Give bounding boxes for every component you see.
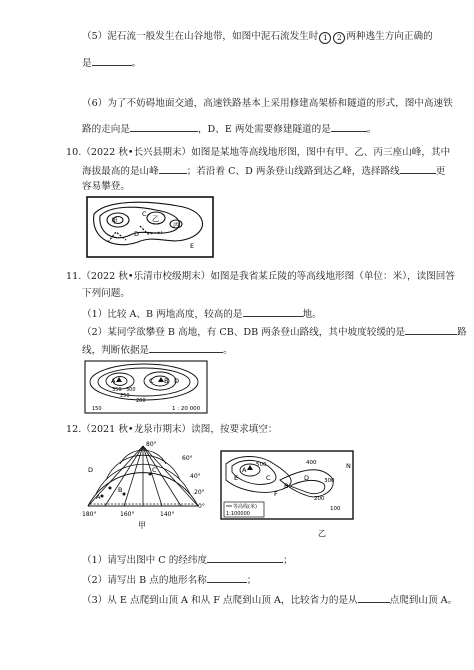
q12-sub1-end: ；: [283, 555, 293, 566]
q11-sub2-line2: [82, 342, 233, 357]
lat-20: 20°: [194, 489, 205, 496]
circle-1: 1: [319, 32, 331, 44]
map-scale: 1 : 20 000: [172, 406, 201, 412]
q10-text-b: ；若沿着 C、D 两条登山线路到达乙峰，选择路线: [186, 166, 400, 177]
q10-blank-2[interactable]: [400, 163, 436, 174]
map-label-bing: 丙: [173, 221, 180, 229]
q10-line1: 10.（2022 秋•长兴县期末）如图是某地等高线地形图，图中有甲、乙、丙三座山峰，其中: [66, 147, 451, 158]
q6-blank-2[interactable]: [331, 121, 367, 132]
map-label-a: A: [111, 377, 116, 385]
map-label-d: D: [174, 377, 180, 385]
q11-sub2-text-d: 。: [223, 345, 233, 356]
q11-sub2: [82, 324, 467, 339]
map-yi-caption: 乙: [318, 529, 326, 538]
point-c: C: [152, 466, 157, 474]
q6-text-b: ，D、E 两处需要修建隧道的是: [197, 124, 331, 135]
q6-blank-1[interactable]: [130, 121, 198, 132]
north-arrow: N: [346, 462, 351, 470]
q12-blank-1[interactable]: [207, 552, 283, 563]
q12-sub2-text: （2）请写出 B 点的地形名称: [82, 575, 207, 586]
q11-sub1-end: 地。: [302, 309, 322, 320]
q12-map-yi: [220, 450, 354, 540]
peak-a: A: [242, 466, 247, 474]
q5-line2: [82, 55, 141, 70]
q12-sub1-text: （1）请写出图中 C 的经纬度: [82, 555, 208, 566]
q5-answer-blank[interactable]: [92, 55, 132, 66]
map-label-c: C: [142, 210, 147, 218]
q6-text-a: 路的走向是: [82, 124, 130, 135]
point-e: E: [234, 474, 239, 482]
lon-140: 140°: [160, 511, 175, 518]
q12-blank-3[interactable]: [358, 592, 390, 603]
map-label-c: C: [149, 377, 154, 385]
point-a: A: [96, 493, 101, 501]
contour-500: 500: [256, 462, 267, 468]
q11-sub1-text: （1）比较 A、B 两地高度，较高的是: [82, 309, 243, 320]
q10-line2: [82, 163, 445, 178]
q5-text: （5）泥石流一般发生在山谷地带，如图中泥石流发生时: [82, 31, 319, 42]
contour-350: 350: [112, 387, 122, 393]
q6-line1: （6）为了不妨碍地面交通，高速铁路基本上采用修建高架桥和隧道的形式，图中高速铁: [82, 98, 453, 109]
contour-150: 150: [92, 406, 102, 412]
map-yi-scale: 1:100000: [226, 511, 250, 517]
q11-sub2-text-c: 线，判断依据是: [82, 345, 150, 356]
point-f: F: [274, 490, 278, 498]
contour-300: 300: [126, 387, 136, 393]
q5-text-d: 。: [131, 58, 142, 69]
q12-line1: 12.（2021 秋•龙泉市期末）读图，按要求填空：: [66, 424, 278, 435]
q12-sub2: [82, 572, 256, 587]
contour-400: 400: [306, 460, 317, 466]
contour-250: 250: [120, 393, 130, 399]
point-b: B: [118, 486, 123, 494]
q5-text-c: 是: [82, 58, 92, 69]
q11-sub1: [82, 306, 322, 321]
lat-40: 40°: [190, 473, 201, 480]
point-c: C: [266, 474, 271, 482]
q11-sub2-text: （2）某同学欲攀登 B 高地，有 CB、DB 两条登山路线，其中坡度较缓的是: [82, 327, 406, 338]
q11-blank-1[interactable]: [243, 306, 303, 317]
point-b: B: [284, 482, 289, 490]
q11-contour-map: [84, 360, 208, 414]
contour-300: 300: [324, 478, 335, 484]
point-d: D: [88, 466, 94, 474]
q11-blank-2[interactable]: [405, 324, 457, 335]
q12-sub3-end: 点爬到山顶 A。: [389, 595, 458, 606]
lat-80: 80°: [146, 441, 157, 448]
q12-map-jia: [80, 438, 206, 530]
q10-blank-1[interactable]: [159, 163, 187, 174]
map-label-b: B: [164, 377, 169, 385]
lon-180: 180°: [82, 511, 97, 518]
q12-blank-2[interactable]: [207, 572, 247, 583]
map-label-e: E: [190, 242, 195, 250]
q10-contour-map: [86, 196, 214, 258]
map-label-jia: 甲: [111, 217, 118, 225]
q12-sub2-end: ；: [246, 575, 257, 586]
q12-sub1: [82, 552, 293, 567]
q11-line1: 11.（2022 秋•乐清市校级期末）如图是我省某丘陵的等高线地形图（单位：米），读图回答: [66, 271, 455, 282]
point-d: D: [304, 474, 310, 482]
lat-0: 0°: [198, 503, 205, 510]
map-label-yi: 乙: [152, 215, 159, 223]
q6-text-c: 。: [366, 124, 377, 135]
lon-160: 160°: [120, 511, 135, 518]
q10-text-c: 更: [435, 166, 446, 177]
map-label-d: D: [134, 230, 140, 238]
q5-text-b: 两种逃生方向正确的: [346, 31, 433, 42]
q12-sub3: [82, 592, 457, 607]
q12-sub3-text: （3）从 E 点爬到山顶 A 和从 F 点爬到山顶 A，比较省力的是从: [82, 595, 358, 606]
q10-line3: 容易攀登。: [82, 181, 130, 192]
map-jia-caption: 甲: [138, 521, 146, 530]
legend-contour: 等高线(米): [233, 504, 257, 510]
circle-2: 2: [333, 32, 345, 44]
q5-line1: [82, 30, 433, 44]
contour-200: 200: [136, 398, 146, 404]
contour-200: 200: [314, 496, 325, 502]
q10-text-a: 海拔最高的是山峰: [82, 166, 159, 177]
q11-sub2-text-b: 路: [457, 327, 467, 338]
contour-100: 100: [330, 506, 341, 512]
q6-line2: [82, 121, 376, 136]
lat-60: 60°: [182, 455, 193, 462]
q11-line2: 下列问题。: [82, 288, 130, 299]
q11-blank-3[interactable]: [149, 342, 223, 353]
